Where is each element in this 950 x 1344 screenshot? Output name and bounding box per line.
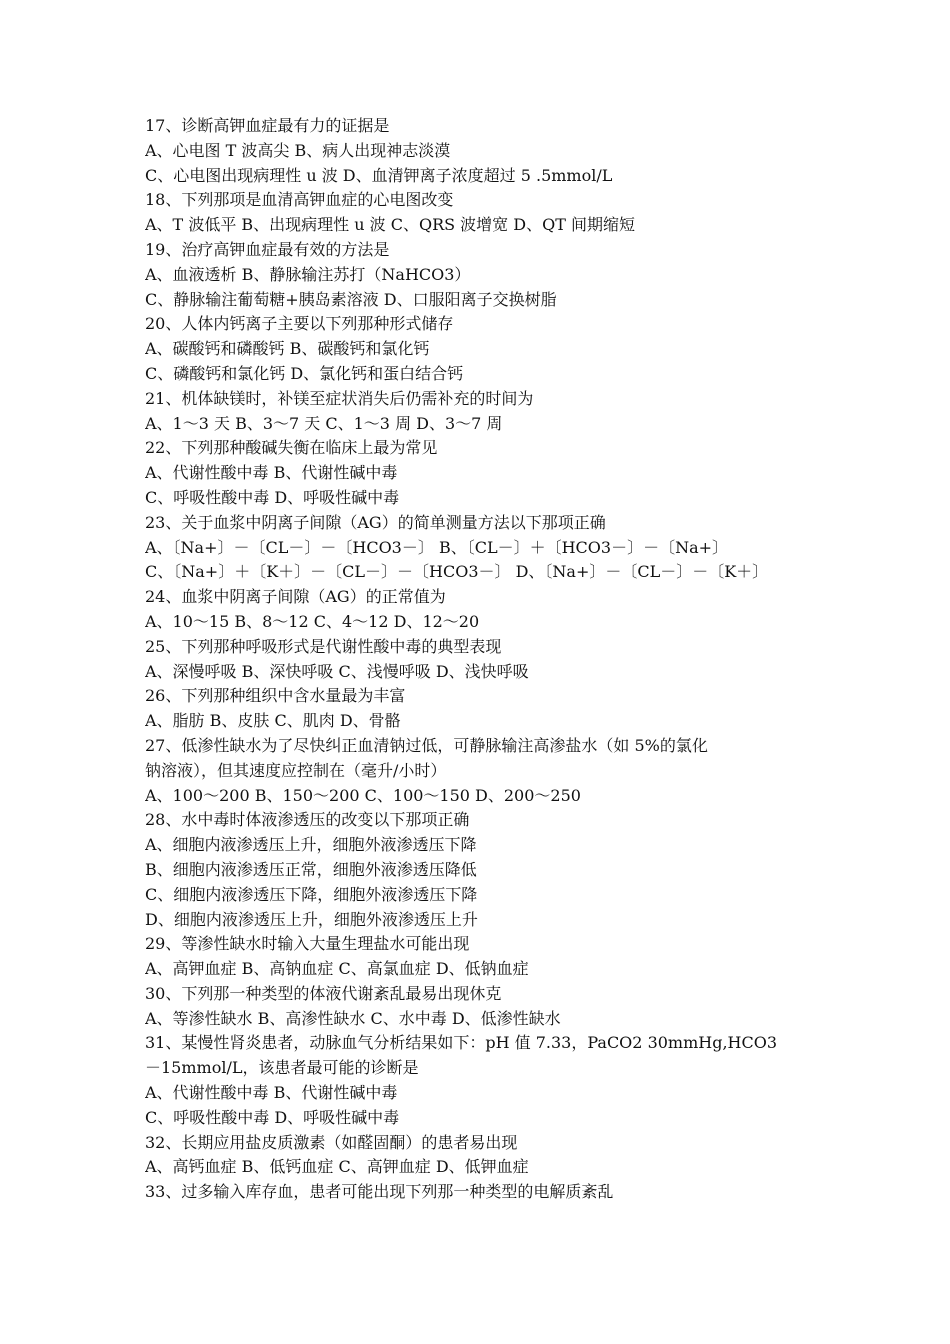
question-30-options: A、等渗性缺水 B、高渗性缺水 C、水中毒 D、低渗性缺水: [145, 1008, 561, 1028]
question-28-option-d: D、细胞内液渗透压上升，细胞外液渗透压上升: [145, 909, 478, 929]
question-18: 18、下列那项是血清高钾血症的心电图改变: [145, 190, 454, 210]
question-32: 32、长期应用盐皮质激素（如醛固酮）的患者易出现: [145, 1132, 518, 1152]
question-28: 28、水中毒时体液渗透压的改变以下那项正确: [145, 810, 470, 830]
question-21-options: A、1～3 天 B、3～7 天 C、1～3 周 D、3～7 周: [145, 413, 503, 433]
document-body: [145, 114, 825, 1205]
question-26: 26、下列那种组织中含水量最为丰富: [145, 686, 406, 706]
question-28-option-b: B、细胞内液渗透压正常，细胞外液渗透压降低: [145, 859, 477, 879]
question-20-options-ab: A、碳酸钙和磷酸钙 B、碳酸钙和氯化钙: [145, 339, 430, 359]
question-23-options-ab: A、〔Na+〕－〔CL－〕－〔HCO3－〕 B、〔CL－〕＋〔HCO3－〕－〔Na+〕: [145, 537, 729, 557]
question-24: 24、血浆中阴离子间隙（AG）的正常值为: [145, 587, 446, 607]
question-23-options-cd: C、〔Na+〕＋〔K＋〕－〔CL－〕－〔HCO3－〕 D、〔Na+〕－〔CL－〕－〔K＋〕: [145, 562, 769, 582]
question-19-options-cd: C、静脉输注葡萄糖+胰岛素溶液 D、口服阳离子交换树脂: [145, 289, 557, 309]
question-25-options: A、深慢呼吸 B、深快呼吸 C、浅慢呼吸 D、浅快呼吸: [145, 661, 529, 681]
question-17-options-cd: C、心电图出现病理性 u 波 D、血清钾离子浓度超过 5 .5mmol/L: [145, 165, 613, 185]
question-33: 33、过多输入库存血，患者可能出现下列那一种类型的电解质紊乱: [145, 1182, 614, 1202]
question-28-option-c: C、细胞内液渗透压下降，细胞外液渗透压下降: [145, 884, 478, 904]
question-24-options: A、10～15 B、8～12 C、4～12 D、12～20: [145, 611, 480, 631]
question-31-line-2: －15mmol/L，该患者最可能的诊断是: [145, 1058, 419, 1078]
question-20-options-cd: C、磷酸钙和氯化钙 D、氯化钙和蛋白结合钙: [145, 363, 464, 383]
question-19: 19、治疗高钾血症最有效的方法是: [145, 239, 390, 259]
question-29: 29、等渗性缺水时输入大量生理盐水可能出现: [145, 934, 470, 954]
question-27-options: A、100～200 B、150～200 C、100～150 D、200～250: [145, 785, 581, 805]
question-22-options-ab: A、代谢性酸中毒 B、代谢性碱中毒: [145, 463, 398, 483]
question-31-options-cd: C、呼吸性酸中毒 D、呼吸性碱中毒: [145, 1107, 400, 1127]
question-21: 21、机体缺镁时，补镁至症状消失后仍需补充的时间为: [145, 388, 534, 408]
question-25: 25、下列那种呼吸形式是代谢性酸中毒的典型表现: [145, 636, 502, 656]
question-27-line-2: 钠溶液），但其速度应控制在（毫升/小时）: [145, 760, 447, 780]
question-29-options: A、高钾血症 B、高钠血症 C、高氯血症 D、低钠血症: [145, 959, 529, 979]
question-31-options-ab: A、代谢性酸中毒 B、代谢性碱中毒: [145, 1083, 398, 1103]
question-18-options: A、T 波低平 B、出现病理性 u 波 C、QRS 波增宽 D、QT 间期缩短: [145, 215, 635, 235]
question-22-options-cd: C、呼吸性酸中毒 D、呼吸性碱中毒: [145, 487, 400, 507]
question-27-line-1: 27、低渗性缺水为了尽快纠正血清钠过低，可静脉输注高渗盐水（如 5%的氯化: [145, 735, 708, 755]
question-17-options-ab: A、心电图 T 波高尖 B、病人出现神志淡漠: [145, 140, 451, 160]
question-20: 20、人体内钙离子主要以下列那种形式储存: [145, 314, 454, 334]
question-26-options: A、脂肪 B、皮肤 C、肌肉 D、骨骼: [145, 711, 401, 731]
question-30: 30、下列那一种类型的体液代谢紊乱最易出现休克: [145, 983, 502, 1003]
question-23: 23、关于血浆中阴离子间隙（AG）的简单测量方法以下那项正确: [145, 512, 606, 532]
question-32-options: A、高钙血症 B、低钙血症 C、高钾血症 D、低钾血症: [145, 1157, 529, 1177]
question-22: 22、下列那种酸碱失衡在临床上最为常见: [145, 438, 438, 458]
question-31-line-1: 31、某慢性肾炎患者，动脉血气分析结果如下：pH 值 7.33，PaCO2 30mmHg,HCO3: [145, 1033, 778, 1053]
question-19-options-ab: A、血液透析 B、静脉输注苏打（NaHCO3）: [145, 264, 471, 284]
question-28-option-a: A、细胞内液渗透压上升，细胞外液渗透压下降: [145, 835, 477, 855]
question-17: 17、诊断高钾血症最有力的证据是: [145, 116, 390, 135]
